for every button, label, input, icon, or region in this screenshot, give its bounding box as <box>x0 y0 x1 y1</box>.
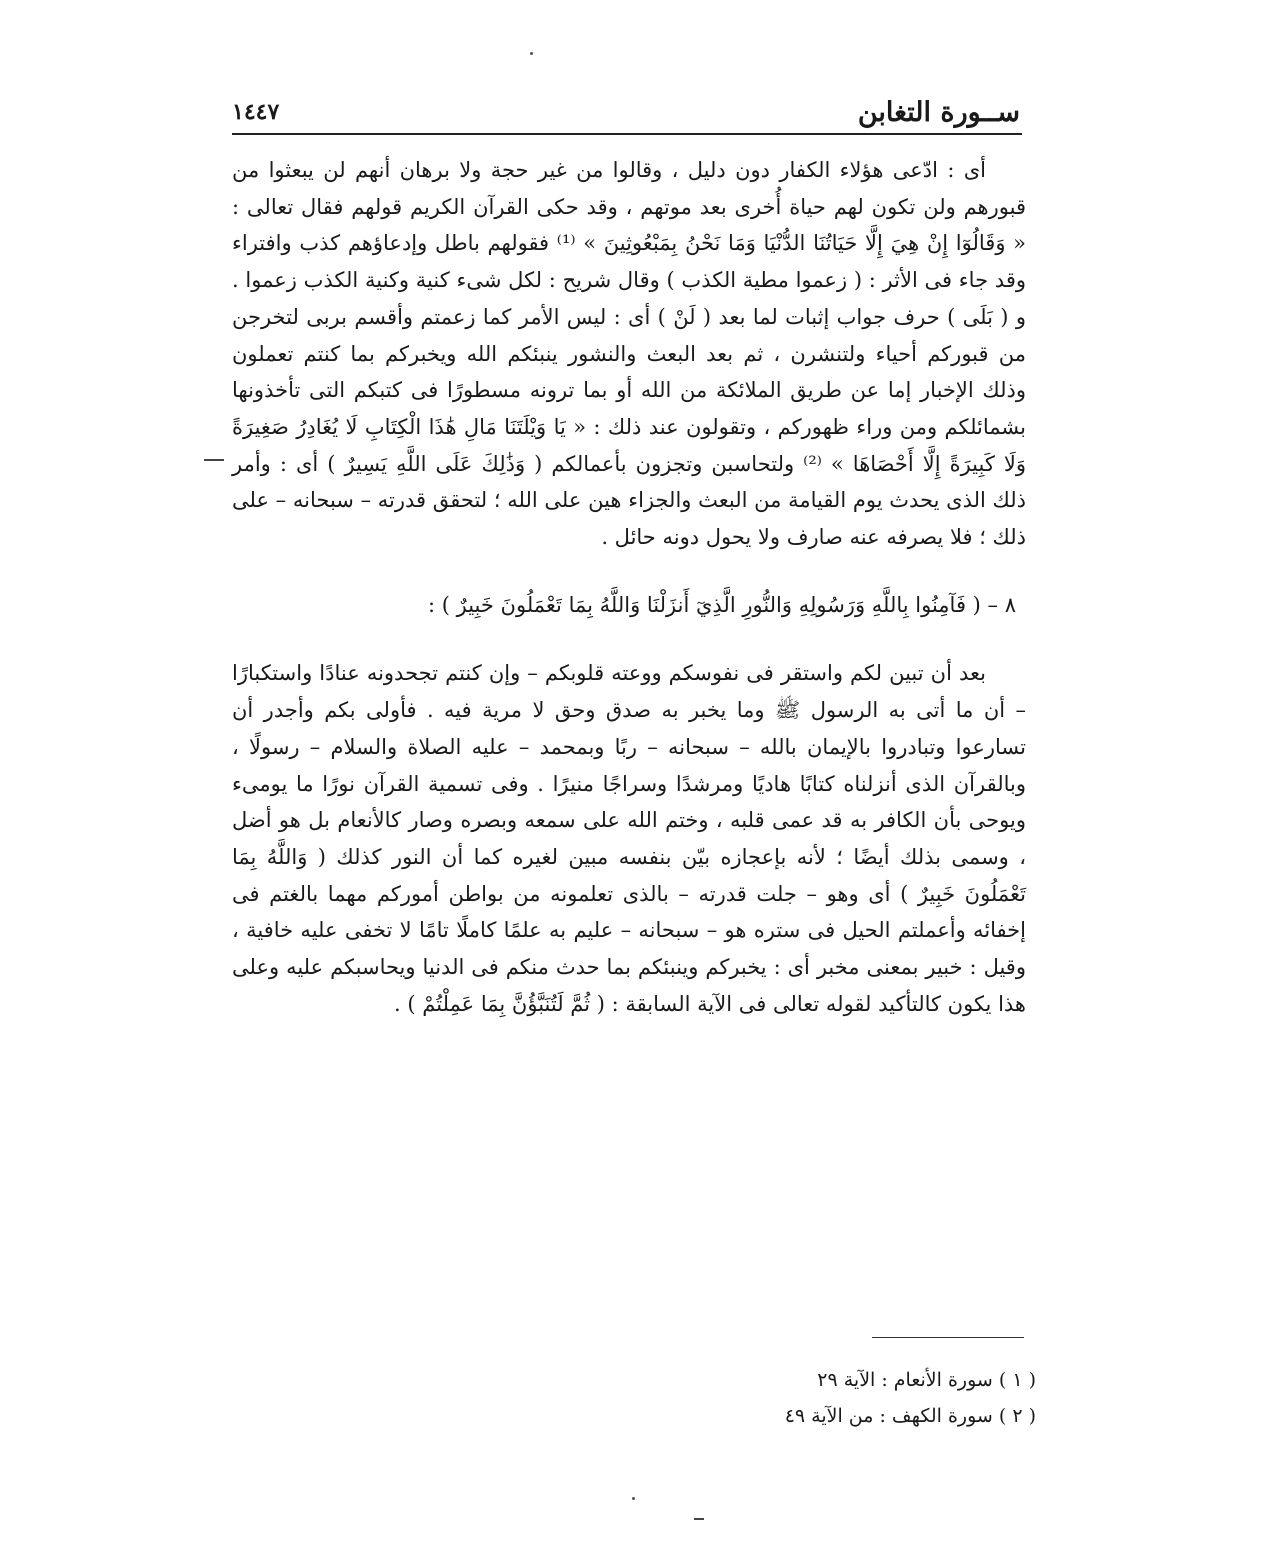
scan-speck <box>632 1497 635 1500</box>
surah-title: ســورة التغابن <box>857 96 1020 128</box>
scan-speck <box>530 52 533 55</box>
page-body <box>232 152 1026 1022</box>
footnote-1: ( ١ ) سورة الأنعام : الآية ٢٩ <box>817 1369 1036 1391</box>
header-rule <box>232 133 1022 135</box>
verse-heading: ٨ – ( فَآمِنُوا بِاللَّهِ وَرَسُولِهِ وَالنُّورِ الَّذِيٓ أَنزَلْنَا وَاللَّهُ بِمَا تَعْمَلُونَ خَبِيرٌ ) : <box>428 592 1016 617</box>
scan-mark <box>204 459 224 461</box>
scan-mark <box>694 1518 704 1520</box>
commentary-paragraph-2: بعد أن تبين لكم واستقر فى نفوسكم ووعته قلوبكم – وإن كنتم تجحدونه عنادًا واستكبارًا – أن ما أتى به الرسول ﷺ وما يخبر به صدق وحق لا مرية فيه . فأولى بكم وأجدر أن تسارعوا وتبادروا بالإيمان بالله – سبحانه – ربًا وبمحمد – عليه الصلاة والسلام – رسولًا ، وبالقرآن الذى أنزلناه كتابًا هاديًا ومرشدًا وسراجًا منيرًا . وفى تسمية القرآن نورًا ما يومىء ويوحى بأن الكافر به قد عمى قلبه ، وختم الله على سمعه وبصره وصار كالأنعام بل هو أضل ، وسمى بذلك أيضًا ؛ لأنه بإعجازه بيّن بنفسه مبين لغيره كما أن النور كذلك ( وَاللَّهُ بِمَا تَعْمَلُونَ خَبِيرٌ ) أى وهو – جلت قدرته – بالذى تعلمونه من بواطن أموركم مهما بالغتم فى إخفائه وأعملتم الحيل فى ستره هو – سبحانه – عليم به علمًا كاملًا تامًا لا تخفى عليه خافية ، وقيل : خبير بمعنى مخبر أى : يخبركم وينبئكم بما حدث منكم فى الدنيا ويحاسبكم عليه وعلى هذا يكون كالتأكيد لقوله تعالى فى الآية السابقة : ( ثُمَّ لَتُنَبَّؤُنَّ بِمَا عَمِلْتُمْ ) . <box>232 661 1026 1016</box>
footnote-rule <box>872 1337 1024 1338</box>
footnote-2: ( ٢ ) سورة الكهف : من الآية ٤٩ <box>784 1405 1036 1427</box>
commentary-paragraph-1: أى : ادّعى هؤلاء الكفار دون دليل ، وقالوا من غير حجة ولا برهان أنهم لن يبعثوا من قبورهم ولن تكون لهم حياة أُخرى بعد موتهم ، وقد حكى القرآن الكريم قولهم فقال تعالى : « وَقَالُوٓا إِنْ هِيَ إِلَّا حَيَاتُنَا الدُّنْيَا وَمَا نَحْنُ بِمَبْعُوثِينَ » ⁽¹⁾ فقولهم باطل وإدعاؤهم كذب وافتراء وقد جاء فى الأثر : ( زعموا مطية الكذب ) وقال شريح : لكل شىء كنية وكنية الكذب زعموا . و ( بَلَى ) حرف جواب إثبات لما بعد ( لَنْ ) أى : ليس الأمر كما زعمتم وأقسم بربى لتخرجن من قبوركم أحياء ولتنشرن ، ثم بعد البعث والنشور ينبئكم الله ويخبركم بما كنتم تعملون وذلك الإخبار إما عن طريق الملائكة من الله أو بما ترونه مسطورًا فى كتبكم التى تأخذونها بشمائلكم ومن وراء ظهوركم ، وتقولون عند ذلك : « يَا وَيْلَتَنَا مَالِ هَٰذَا الْكِتَابِ لَا يُغَادِرُ صَغِيرَةً وَلَا كَبِيرَةً إِلَّا أَحْصَاهَا » ⁽²⁾ ولتحاسبن وتجزون بأعمالكم ( وَذَٰلِكَ عَلَى اللَّهِ يَسِيرٌ ) أى : وأمر ذلك الذى يحدث يوم القيامة من البعث والجزاء هين على الله ؛ لتحقق قدرته – سبحانه – على ذلك ؛ فلا يصرفه عنه صارف ولا يحول دونه حائل . <box>232 158 1027 550</box>
footnotes <box>560 1362 1036 1434</box>
page-header <box>232 92 1020 132</box>
page-number: ١٤٤٧ <box>232 99 280 125</box>
